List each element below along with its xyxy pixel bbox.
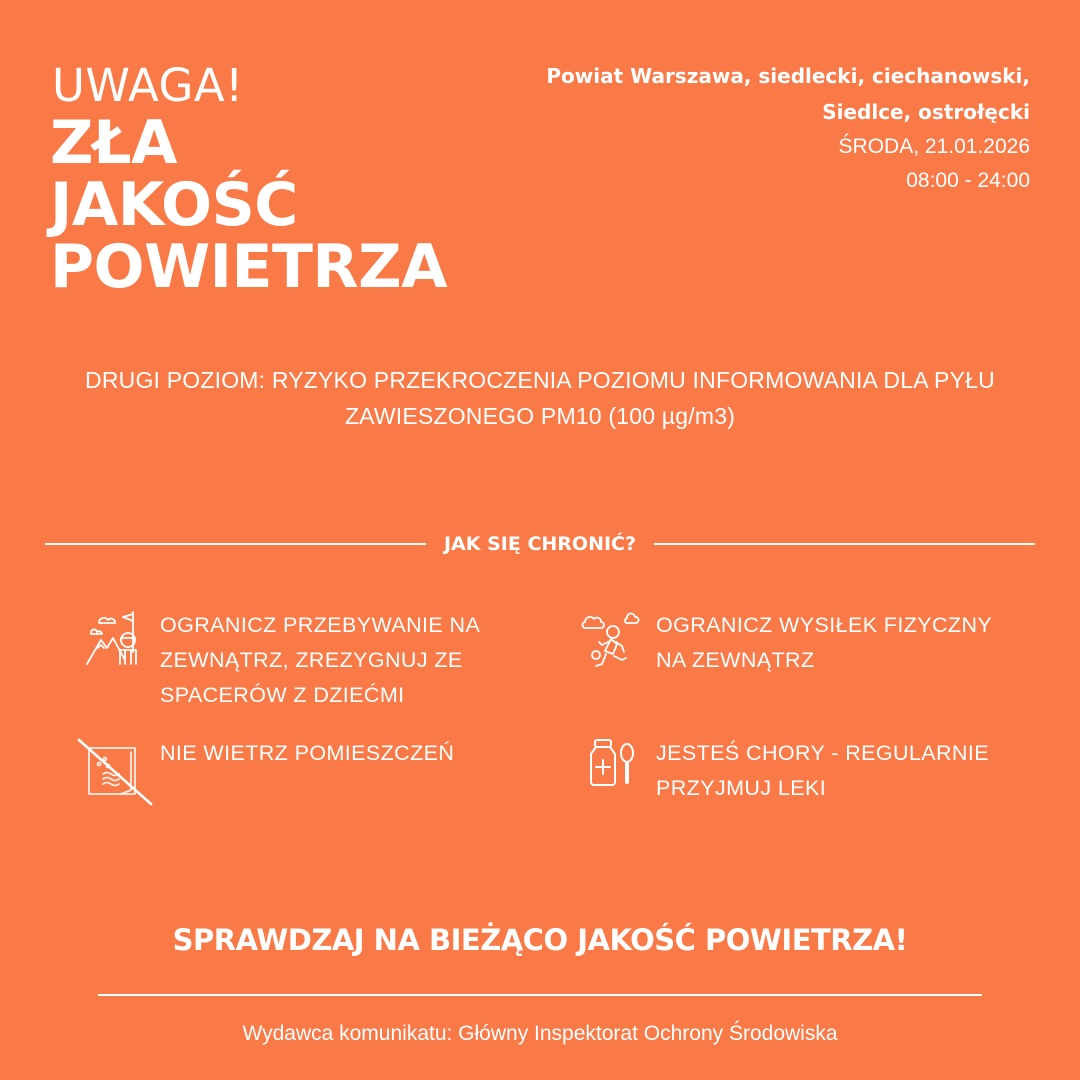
footer-divider (98, 994, 982, 996)
tip-text (160, 736, 454, 771)
tip-text (656, 736, 989, 806)
tip-item (70, 736, 510, 808)
alert-label: UWAGA! (52, 59, 244, 112)
tip-text (656, 608, 992, 678)
area-line: Powiat Warszawa, siedlecki, ciechanowski, (546, 64, 1030, 88)
tip-line: SPACERÓW Z DZIEĆMI (160, 683, 405, 707)
divider-left (45, 543, 426, 545)
headline-line: JAKOŚĆ (50, 170, 298, 240)
tip-line: JESTEŚ CHORY - REGULARNIE (656, 741, 989, 765)
tip-line: NA ZEWNĄTRZ (656, 648, 815, 672)
alert-level-description: DRUGI POZIOM: RYZYKO PRZEKROCZENIA POZIOMU INFORMOWANIA DLA PYŁU ZAWIESZONEGO PM10 (100 µg/m3) (85, 367, 995, 429)
tip-item (566, 608, 1036, 678)
no-window-ventilation-icon (70, 736, 160, 808)
protection-title: JAK SIĘ CHRONIĆ? (443, 533, 637, 555)
tip-line: NIE WIETRZ POMIESZCZEŃ (160, 741, 455, 765)
tip-item (70, 608, 510, 713)
headline-line: ZŁA (50, 108, 177, 178)
area-line: Siedlce, ostrołęcki (822, 100, 1030, 124)
tip-item (566, 736, 1036, 806)
headline-line: POWIETRZA (50, 232, 448, 302)
publisher-credit: Wydawca komunikatu: Główny Inspektorat Ochrony Środowiska (242, 1022, 838, 1045)
medicine-bottle-spoon-icon (566, 736, 656, 788)
protection-section-header (45, 529, 1035, 559)
tip-line: OGRANICZ WYSIŁEK FIZYCZNY (656, 613, 993, 637)
tip-line: OGRANICZ PRZEBYWANIE NA (160, 613, 481, 637)
tip-text (160, 608, 480, 713)
divider-right (654, 543, 1035, 545)
alert-date: ŚRODA, 21.01.2026 (838, 135, 1030, 158)
running-child-icon (566, 608, 656, 672)
alert-time-range: 08:00 - 24:00 (906, 169, 1030, 192)
call-to-action: SPRAWDZAJ NA BIEŻĄCO JAKOŚĆ POWIETRZA! (172, 923, 908, 957)
tip-line: PRZYJMUJ LEKI (656, 776, 827, 800)
page-title (50, 108, 448, 302)
tip-line: ZEWNĄTRZ, ZREZYGNUJ ZE (160, 648, 463, 672)
alert-info (450, 58, 1030, 198)
hiker-mountains-icon (70, 608, 160, 668)
